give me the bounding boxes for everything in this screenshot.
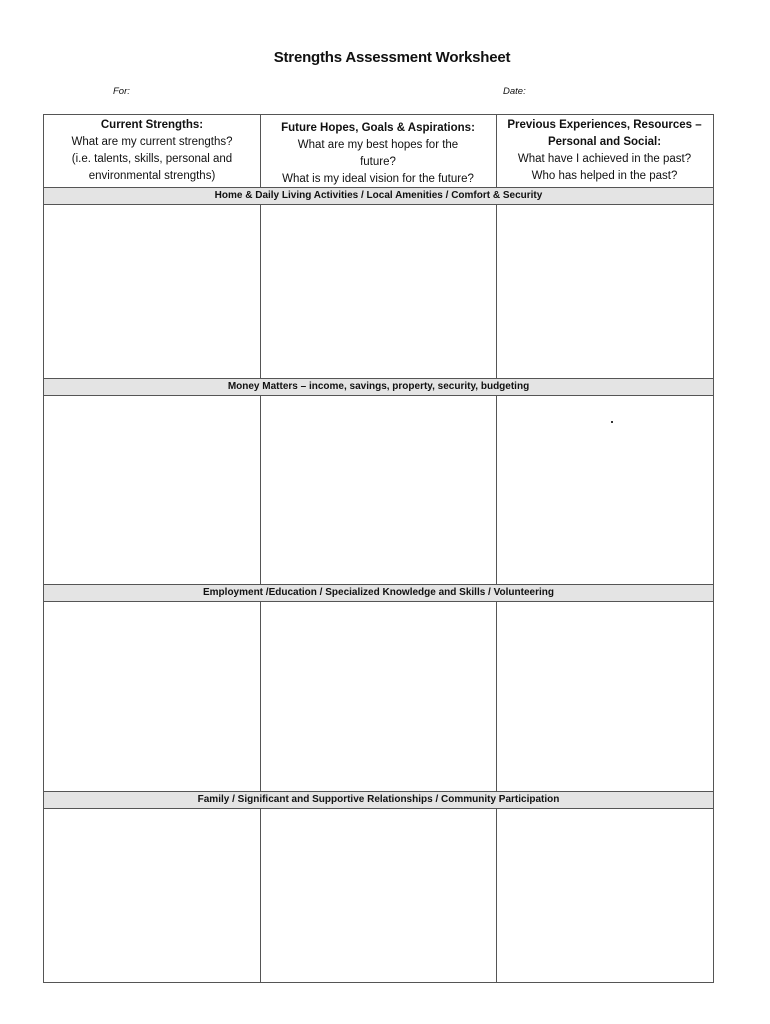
column-heading: Future Hopes, Goals & Aspirations: xyxy=(281,122,475,134)
section-band-home: Home & Daily Living Activities / Local Amenities / Comfort & Security xyxy=(44,187,713,205)
cell-money-future-hopes[interactable] xyxy=(261,396,496,584)
column-divider xyxy=(260,115,261,187)
column-divider xyxy=(496,115,497,187)
column-header-future-hopes xyxy=(260,115,496,190)
cell-employment-previous-experiences[interactable] xyxy=(497,602,713,791)
column-prompt: future? xyxy=(360,156,396,168)
section-band-money: Money Matters – income, savings, property, security, budgeting xyxy=(44,378,713,396)
column-prompt: What have I achieved in the past? xyxy=(517,153,692,165)
column-prompt: (i.e. talents, skills, personal and xyxy=(71,153,233,165)
cell-money-previous-experiences[interactable] xyxy=(497,396,713,584)
section-band-employment: Employment /Education / Specialized Knowledge and Skills / Volunteering xyxy=(44,584,713,602)
column-header-previous-experiences xyxy=(496,115,713,190)
column-heading: Previous Experiences, Resources – xyxy=(507,119,702,131)
column-prompt: What are my best hopes for the xyxy=(297,139,459,151)
column-prompt: What is my ideal vision for the future? xyxy=(282,173,474,185)
section-band-family: Family / Significant and Supportive Relationships / Community Participation xyxy=(44,791,713,809)
cell-home-previous-experiences[interactable] xyxy=(497,205,713,378)
cell-money-current-strengths[interactable] xyxy=(44,396,260,584)
column-prompt: What are my current strengths? xyxy=(71,136,233,148)
column-header-current-strengths xyxy=(44,115,260,190)
cell-employment-future-hopes[interactable] xyxy=(261,602,496,791)
page-title: Strengths Assessment Worksheet xyxy=(273,49,511,66)
cell-family-future-hopes[interactable] xyxy=(261,809,496,982)
cell-family-previous-experiences[interactable] xyxy=(497,809,713,982)
column-prompt: Who has helped in the past? xyxy=(531,170,678,182)
date-label: Date: xyxy=(503,86,526,97)
worksheet-table xyxy=(43,114,714,983)
column-heading: Personal and Social: xyxy=(547,136,662,148)
for-label: For: xyxy=(113,86,130,97)
column-heading: Current Strengths: xyxy=(100,119,204,131)
cell-family-current-strengths[interactable] xyxy=(44,809,260,982)
cell-home-future-hopes[interactable] xyxy=(261,205,496,378)
stray-dot xyxy=(611,421,613,423)
cell-employment-current-strengths[interactable] xyxy=(44,602,260,791)
column-prompt: environmental strengths) xyxy=(88,170,216,182)
cell-home-current-strengths[interactable] xyxy=(44,205,260,378)
